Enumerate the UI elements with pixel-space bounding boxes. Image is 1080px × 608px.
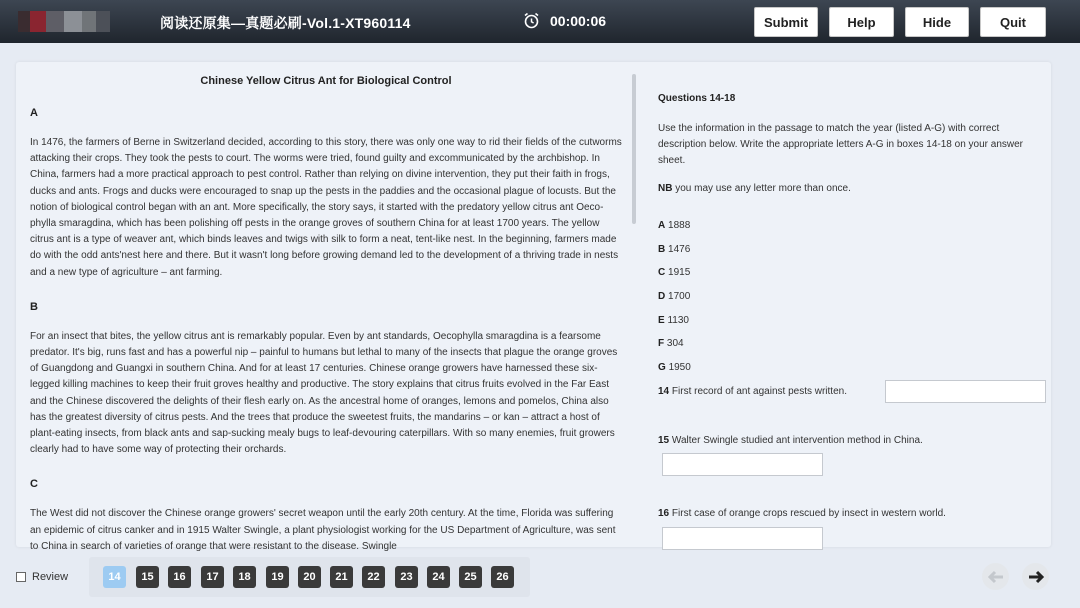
question-nav-button[interactable]: 19 — [266, 566, 289, 588]
top-bar — [0, 0, 1080, 43]
alarm-clock-icon — [523, 12, 540, 29]
questions-instruction: Use the information in the passage to match the year (listed A-G) with correct description below. Write the appropriate letters A-G in boxes 14-18 on your answer sheet. — [658, 123, 1024, 167]
option-item: D 1700 — [658, 291, 691, 302]
previous-arrow-icon[interactable] — [982, 563, 1009, 590]
option-item: A 1888 — [658, 220, 691, 231]
option-item: B 1476 — [658, 244, 691, 255]
review-toggle[interactable] — [16, 571, 68, 583]
help-button[interactable]: Help — [829, 7, 894, 37]
answer-input-16[interactable] — [662, 527, 823, 550]
passage-pane[interactable] — [16, 62, 636, 552]
questions-note — [658, 183, 851, 194]
questions-heading: Questions 14-18 — [658, 93, 736, 104]
content-panel — [16, 62, 1051, 552]
nb-text: you may use any letter more than once. — [672, 183, 851, 194]
submit-button[interactable]: Submit — [754, 7, 818, 37]
question-14: 14 First record of ant against pests written. — [658, 386, 847, 397]
questions-pane[interactable] — [658, 62, 1038, 534]
nb-label: NB — [658, 183, 673, 194]
timer — [523, 12, 606, 29]
hide-button[interactable]: Hide — [905, 7, 969, 37]
quit-button[interactable]: Quit — [980, 7, 1046, 37]
passage-paragraph: In 1476, the farmers of Berne in Switzerland decided, according to this story, there was only one way to rid their fields of the cutworms attacking their crops. They took the pests to court. The worms were tried, found guilty and excommunicated by the archbishop. In China, farmers had a more practical approach to pest control. Rather than relying on divine intervention, they put their faith in frogs, ducks and ants. Frogs and ducks were encouraged to snap up the pests in the paddies and the occasional plague of locusts. But the notion of biological control began with an ant. More specifically, the story says, it started with the predatory yellow citrus ant Oeco-phylla smaragdina, which has been polishing off pests in the orange groves of southern China for at least 1700 years. The yellow citrus ant is a type of weaver ant, which binds leaves and twigs with silk to form a neat, tent-like nest. In the beginning, farmers made do with the odd ants'nest here and there. But it wasn't long before growing demand led to the development of a thriving trade in nests and a new type of agriculture – ant farming. — [30, 137, 622, 278]
logo — [18, 11, 110, 32]
option-item: G 1950 — [658, 362, 691, 373]
question-nav-button[interactable]: 24 — [427, 566, 450, 588]
section-letter: A — [30, 107, 38, 119]
question-nav-button[interactable]: 17 — [201, 566, 224, 588]
question-nav-button[interactable]: 16 — [168, 566, 191, 588]
question-nav-button[interactable]: 15 — [136, 566, 159, 588]
question-16: 16 First case of orange crops rescued by insect in western world. — [658, 508, 946, 519]
review-label: Review — [32, 571, 69, 583]
passage-title: Chinese Yellow Citrus Ant for Biological Control — [200, 75, 452, 87]
answer-input-15[interactable] — [662, 453, 823, 476]
section-letter: B — [30, 300, 38, 313]
option-item: C 1915 — [658, 267, 691, 278]
exam-title: 阅读还原集—真题必刷-Vol.1-XT960114 — [160, 15, 411, 31]
question-15: 15 Walter Swingle studied ant intervention method in China. — [658, 435, 923, 446]
next-arrow-icon[interactable] — [1022, 563, 1049, 590]
question-nav-button[interactable]: 14 — [103, 566, 126, 588]
option-item: E 1130 — [658, 315, 689, 326]
question-nav-button[interactable]: 21 — [330, 566, 353, 588]
review-checkbox[interactable] — [16, 572, 26, 582]
question-nav-button[interactable]: 25 — [459, 566, 482, 588]
answer-input-14[interactable] — [885, 380, 1046, 403]
question-nav-button[interactable]: 18 — [233, 566, 256, 588]
section-letter: C — [30, 478, 38, 491]
question-nav-button[interactable]: 20 — [298, 566, 321, 588]
question-nav-button[interactable]: 26 — [491, 566, 514, 588]
option-item: F 304 — [658, 338, 684, 349]
question-nav-button[interactable]: 23 — [395, 566, 418, 588]
question-navigator — [89, 557, 530, 597]
timer-value: 00:00:06 — [550, 12, 607, 29]
passage-paragraph: For an insect that bites, the yellow citrus ant is remarkably popular. Even by ant standards, Oecophylla smaragdina is a fearsome predator. It's big, runs fast and has a powerful nip – painful to humans but lethal to many of the insects that plague the orange groves of Guangdong and Guangxi in southern China. And for at least 17 centuries. Chinese orange growers have harnessed these six-legged killing machines to keep their fruit groves healthy and productive. The story explains that citrus fruits evolved in the Far East and the Chinese discovered the delights of their flesh early on. As the ancestral home of oranges, lemons and pomelos, China also has the greatest diversity of citrus pests. And the trees that produce the sweetest fruits, the mandarins – or kan – attract a host of plant-eating insects, from black ants and sap-sucking mealy bugs to leaf-devouring caterpillars. With so many enemies, fruit growers clearly had to have some way of protecting their orchards. — [30, 330, 618, 456]
question-nav-button[interactable]: 22 — [362, 566, 385, 588]
scrollbar[interactable] — [632, 74, 636, 224]
passage-paragraph: The West did not discover the Chinese orange growers' secret weapon until the early 20th century. At the time, Florida was suffering an epidemic of citrus canker and in 1915 Walter Swingle, a plant physiologist working for the US Department of Agriculture, was sent to China in search of varieties of orange that were resistant to the disease. Swingle — [30, 508, 616, 552]
